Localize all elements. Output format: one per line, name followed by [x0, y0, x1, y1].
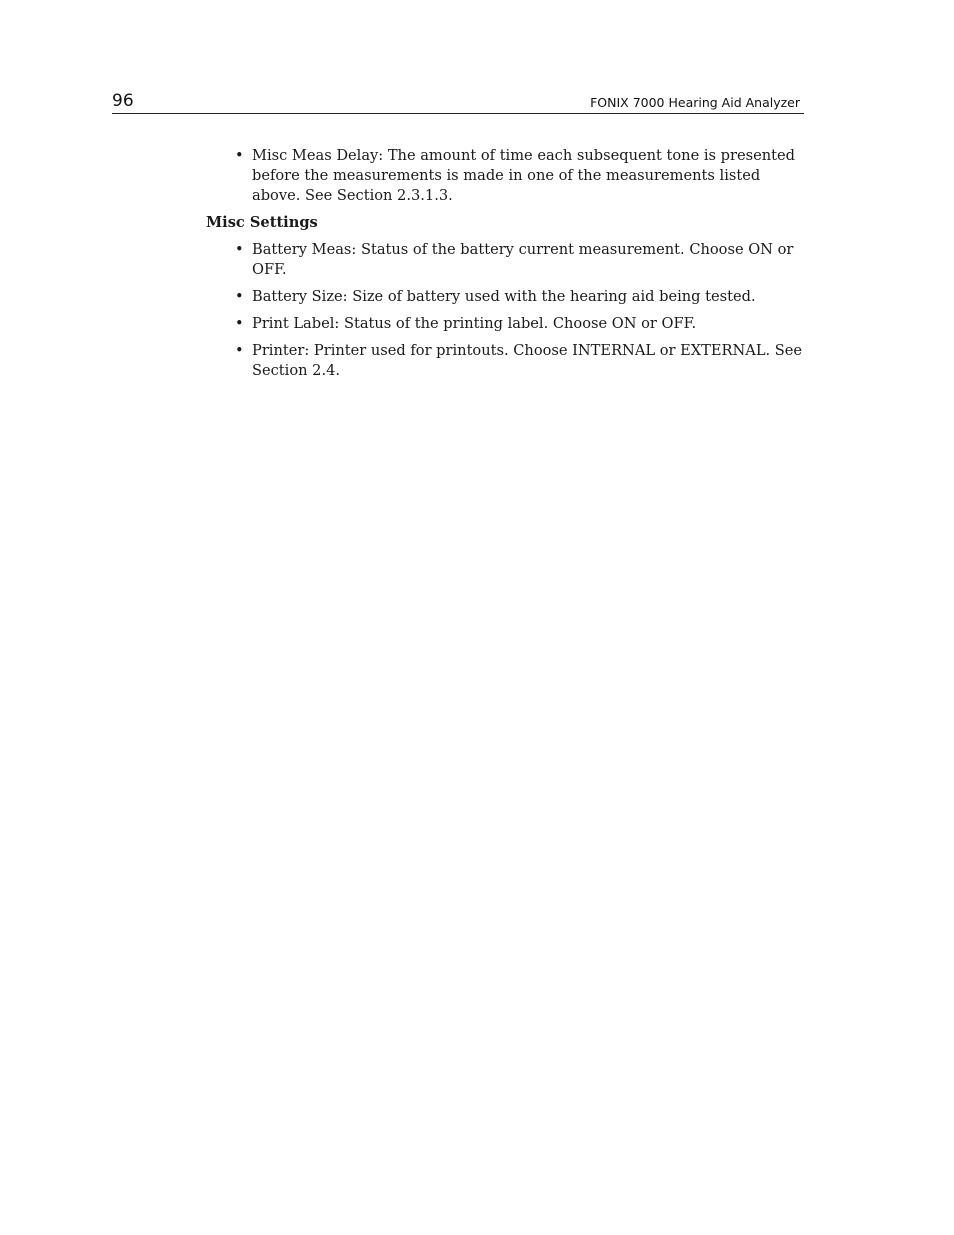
body-content	[206, 146, 806, 388]
list-item-text: Battery Size: Size of battery used with the hearing aid being tested.	[252, 288, 756, 305]
bullet-icon: •	[235, 147, 244, 164]
list-item-text: Print Label: Status of the printing label. Choose ON or OFF.	[252, 315, 697, 332]
list-item	[206, 287, 806, 307]
list-item	[206, 146, 806, 206]
bullet-icon: •	[235, 342, 244, 359]
running-title: FONIX 7000 Hearing Aid Analyzer	[590, 95, 800, 110]
bullet-icon: •	[235, 241, 244, 258]
misc-meas-list	[206, 146, 806, 206]
bullet-icon: •	[235, 315, 244, 332]
bullet-icon: •	[235, 288, 244, 305]
section-heading: Misc Settings	[206, 214, 318, 231]
page-number: 96	[112, 91, 134, 111]
list-item	[206, 341, 806, 381]
list-item	[206, 314, 806, 334]
misc-settings-list	[206, 240, 806, 381]
list-item-text: Misc Meas Delay: The amount of time each subsequent tone is presented before the measurements is made in one of the measurements listed above. See Section 2.3.1.3.	[252, 147, 795, 204]
list-item-text: Battery Meas: Status of the battery current measurement. Choose ON or OFF.	[252, 241, 794, 278]
list-item	[206, 240, 806, 280]
list-item-text: Printer: Printer used for printouts. Choose INTERNAL or EXTERNAL. See Section 2.4.	[252, 342, 803, 379]
header-rule	[112, 113, 804, 114]
